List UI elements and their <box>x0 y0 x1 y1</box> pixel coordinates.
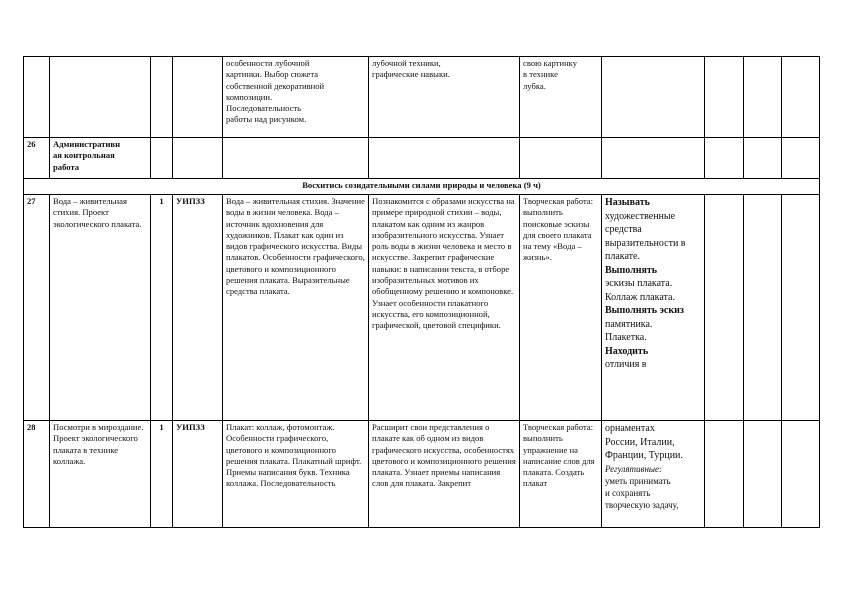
cell-hours <box>151 138 173 179</box>
cell-extra-3 <box>782 138 820 179</box>
cell-activity <box>520 57 602 138</box>
objective-line: России, Италии, <box>605 436 675 448</box>
cell-extra-1 <box>705 138 744 179</box>
cell-type <box>173 57 223 138</box>
cell-topic <box>50 138 151 179</box>
lesson-type: УИПЗЗ <box>173 421 223 528</box>
lesson-practice: Познакомится с образами искусства на примере природной стихии – воды, плакатом как одним из жанров изобразительного искусства. Узнает роль воды в жизни человека и место в искусстве. Закрепит графические навыки: в написании текста, в отборе изобразительных мотивов их обобщенному решению и компоновке. Узнает особенности плакатного искусства, его композиционной, графической, цветовой специфики. <box>369 195 520 421</box>
practice-text: лубочной техники, графические навыки. <box>372 58 450 80</box>
objective-line: отличия в <box>605 359 647 370</box>
objective-line: художественные <box>605 210 676 222</box>
section-header-row <box>24 179 820 195</box>
objective-line: Называть <box>605 197 650 208</box>
cell-content <box>223 138 369 179</box>
objective-line: выразительности в <box>605 237 686 249</box>
lesson-number: 27 <box>24 195 50 421</box>
cell-topic <box>50 57 151 138</box>
cell-practice <box>369 138 520 179</box>
objective-label: Регулятивные: <box>605 463 662 474</box>
cell-objectives <box>602 138 705 179</box>
lesson-type: УИПЗЗ <box>173 195 223 421</box>
activity-text: свою картинку в технике лубка. <box>523 58 578 91</box>
lesson-hours: 1 <box>151 195 173 421</box>
objective-line: памятника. <box>605 318 653 330</box>
cell-number <box>24 57 50 138</box>
cell-extra-3 <box>782 57 820 138</box>
cell-extra-1 <box>705 57 744 138</box>
cell-extra-1 <box>705 195 744 421</box>
objective-line: эскизы плаката. <box>605 278 673 289</box>
objective-line: Находить <box>605 345 649 357</box>
table-row-28 <box>24 421 820 528</box>
cell-type <box>173 138 223 179</box>
cell-content <box>223 57 369 138</box>
lesson-hours: 1 <box>151 421 173 528</box>
lesson-objectives <box>602 421 705 528</box>
lesson-activity: Творческая работа: выполнить поисковые эскизы для своего плаката на тему «Вода – жизнь». <box>520 195 602 421</box>
cell-extra-1 <box>705 421 744 528</box>
objective-line: орнаментах <box>605 423 655 434</box>
objective-line: Выполнять эскиз <box>605 305 684 316</box>
objective-line: Плакетка. <box>605 332 647 343</box>
lesson-plan-table <box>23 56 820 528</box>
lesson-number: 28 <box>24 421 50 528</box>
lesson-topic: Вода – живительная стихия. Проект экологического плаката. <box>50 195 151 421</box>
cell-hours <box>151 57 173 138</box>
cell-extra-2 <box>744 138 782 179</box>
objective-tail: уметь принимать и сохранять творческую задачу, <box>605 475 679 510</box>
lesson-number: 26 <box>24 138 50 179</box>
cell-objectives <box>602 57 705 138</box>
table-row-27 <box>24 195 820 421</box>
lesson-objectives <box>602 195 705 421</box>
content-text: особенности лубочной картинки. Выбор сюжета собственной декоративной композиции. Последовательность работы над рисунком. <box>226 58 325 125</box>
cell-extra-2 <box>744 195 782 421</box>
objective-line: Франции, Турции. <box>605 450 683 461</box>
cell-extra-2 <box>744 57 782 138</box>
lesson-content: Вода – живительная стихия. Значение воды в жизни человека. Вода – источник вдохновения для художников. Плакат как один из видов графического искусства. Виды плакатов. Особенности графического, цветового и композиционного решения плаката. Выразительные средства плаката. <box>223 195 369 421</box>
lesson-activity: Творческая работа: выполнить упражнение на написание слов для плаката. Создать плакат <box>520 421 602 528</box>
lesson-content: Плакат: коллаж, фотомонтаж. Особенности графического, цветового и композиционного решения плаката. Плакатный шрифт. Приемы написания букв. Техника коллажа. Последовательность <box>223 421 369 528</box>
cell-activity <box>520 138 602 179</box>
section-title: Восхитись созидательными силами природы и человека (9 ч) <box>24 179 820 195</box>
lesson-topic: Посмотри в мироздание. Проект экологического плаката в технике коллажа. <box>50 421 151 528</box>
cell-extra-3 <box>782 421 820 528</box>
table-row-26 <box>24 138 820 179</box>
objective-line: плакате. <box>605 251 640 262</box>
lesson-practice: Расширит свои представления о плакате как об одном из видов графического искусства, особенностях цветового и композиционного решения плаката. Узнает приемы написания слов для плаката. Закрепит <box>369 421 520 528</box>
cell-extra-3 <box>782 195 820 421</box>
objective-line: средства <box>605 224 642 235</box>
table-row-previous-lesson <box>24 57 820 138</box>
objective-line: Коллаж плаката. <box>605 291 675 303</box>
cell-practice <box>369 57 520 138</box>
lesson-topic: Административн ая контрольная работа <box>53 139 121 172</box>
objective-line: Выполнять <box>605 264 658 276</box>
cell-extra-2 <box>744 421 782 528</box>
